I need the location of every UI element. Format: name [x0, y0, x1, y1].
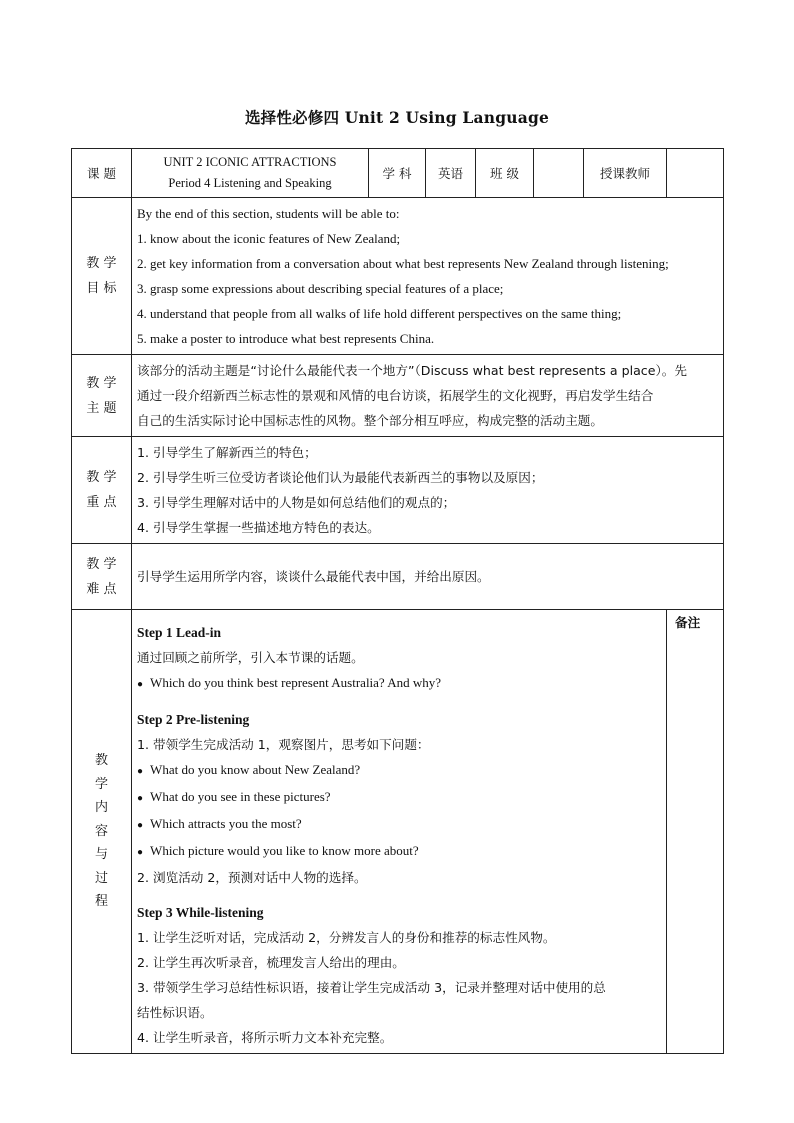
- theme-line: 自己的生活实际讨论中国标志性的风物。整个部分相互呼应，构成完整的活动主题。: [137, 413, 603, 428]
- step2-item2: 2. 浏览活动 2，预测对话中人物的选择。: [137, 870, 367, 885]
- theme-content: [132, 355, 724, 437]
- difficulty-label-2: 难 点: [86, 581, 117, 597]
- objective-line: 2. get key information from a conversation about what best represents New Zealand through listening;: [137, 256, 669, 271]
- step2-title: Step 2 Pre-listening: [137, 712, 250, 727]
- key-points-label-2: 重 点: [86, 495, 117, 510]
- content-body: [132, 610, 667, 1054]
- class-label: 班 级: [476, 149, 534, 198]
- teacher-label: 授课教师: [584, 149, 667, 198]
- step2-bullet: ● What do you know about New Zealand?: [137, 757, 661, 784]
- step1-title: Step 1 Lead-in: [137, 625, 222, 640]
- theme-row: [72, 355, 724, 437]
- objective-line: 5. make a poster to introduce what best represents China.: [137, 331, 435, 346]
- topic-value: [132, 149, 369, 198]
- step1-intro: 通过回顾之前所学，引入本节课的话题。: [137, 650, 364, 665]
- difficulty-label: [72, 544, 132, 610]
- content-label-char: 教: [94, 753, 108, 769]
- step3-item: 2. 让学生再次听录音，梳理发言人给出的理由。: [137, 955, 405, 970]
- objectives-content: [132, 198, 724, 355]
- key-points-row: [72, 437, 724, 544]
- header-row: [72, 149, 724, 198]
- objectives-label: [72, 198, 132, 355]
- step2-bullet: ● What do you see in these pictures?: [137, 784, 661, 811]
- content-label-char: 与: [94, 847, 108, 863]
- step1-bullet: ● Which do you think best represent Australia? And why?: [137, 670, 661, 697]
- theme-label: [72, 355, 132, 437]
- key-point-line: 1. 引导学生了解新西兰的特色；: [137, 445, 317, 460]
- notes-cell: [667, 610, 724, 1054]
- key-points-label-1: 教 学: [86, 470, 117, 485]
- subject-value: 英语: [426, 149, 476, 198]
- content-label-char: 过: [94, 870, 108, 886]
- objective-line: 4. understand that people from all walks of life hold different perspectives on the same thing;: [137, 306, 622, 321]
- difficulty-label-1: 教 学: [86, 556, 117, 572]
- difficulty-content: [132, 544, 724, 610]
- key-points-content: [132, 437, 724, 544]
- document-title: 选择性必修四 Unit 2 Using Language: [244, 108, 550, 127]
- objectives-label-2: 目 标: [86, 281, 117, 296]
- theme-line: 通过一段介绍新西兰标志性的景观和风情的电台访谈，拓展学生的文化视野，再启发学生结合: [137, 388, 654, 403]
- lesson-plan-table: [71, 148, 724, 1054]
- notes-label: 备注: [675, 615, 701, 630]
- objectives-label-1: 教 学: [86, 256, 117, 271]
- key-point-line: 4. 引导学生掌握一些描述地方特色的表达。: [137, 520, 380, 535]
- step3-item: 3. 带领学生学习总结性标识语，接着让学生完成活动 3，记录并整理对话中使用的总: [137, 980, 606, 995]
- topic-line-2: Period 4 Listening and Speaking: [168, 176, 332, 190]
- topic-line-1: UNIT 2 ICONIC ATTRACTIONS: [163, 155, 337, 169]
- theme-label-1: 教 学: [86, 375, 117, 391]
- objective-line: 1. know about the iconic features of New Zealand;: [137, 231, 401, 246]
- subject-label: 学 科: [369, 149, 426, 198]
- content-label-char: 内: [94, 800, 108, 816]
- objective-line: By the end of this section, students will be able to:: [137, 206, 400, 221]
- theme-line: 该部分的活动主题是“讨论什么最能代表一个地方”（Discuss what best represents a place）。先: [137, 363, 687, 378]
- content-label-char: 程: [94, 894, 108, 910]
- class-value: [534, 149, 584, 198]
- objective-line: 3. grasp some expressions about describing special features of a place;: [137, 281, 504, 296]
- objectives-row: [72, 198, 724, 355]
- topic-label: 课 题: [72, 149, 132, 198]
- difficulty-text: 引导学生运用所学内容，谈谈什么最能代表中国，并给出原因。: [137, 569, 490, 584]
- key-points-label: [72, 437, 132, 544]
- theme-label-2: 主 题: [86, 400, 117, 416]
- content-label-char: 学: [94, 776, 108, 792]
- content-row: [72, 610, 724, 1054]
- content-label: [72, 610, 132, 1054]
- content-label-char: 容: [94, 823, 108, 839]
- step3-item: 1. 让学生泛听对话，完成活动 2，分辨发言人的身份和推荐的标志性风物。: [137, 930, 556, 945]
- step2-bullet: ● Which picture would you like to know more about?: [137, 838, 661, 865]
- step3-title: Step 3 While-listening: [137, 905, 264, 920]
- step2-item1: 1. 带领学生完成活动 1，观察图片，思考如下问题：: [137, 737, 430, 752]
- step3-item: 结性标识语。: [137, 1005, 213, 1020]
- difficulty-row: [72, 544, 724, 610]
- key-point-line: 2. 引导学生听三位受访者谈论他们认为最能代表新西兰的事物以及原因；: [137, 470, 544, 485]
- step3-item: 4. 让学生听录音，将所示听力文本补充完整。: [137, 1030, 393, 1045]
- step2-bullet: ● Which attracts you the most?: [137, 811, 661, 838]
- key-point-line: 3. 引导学生理解对话中的人物是如何总结他们的观点的；: [137, 495, 456, 510]
- teacher-value: [667, 149, 724, 198]
